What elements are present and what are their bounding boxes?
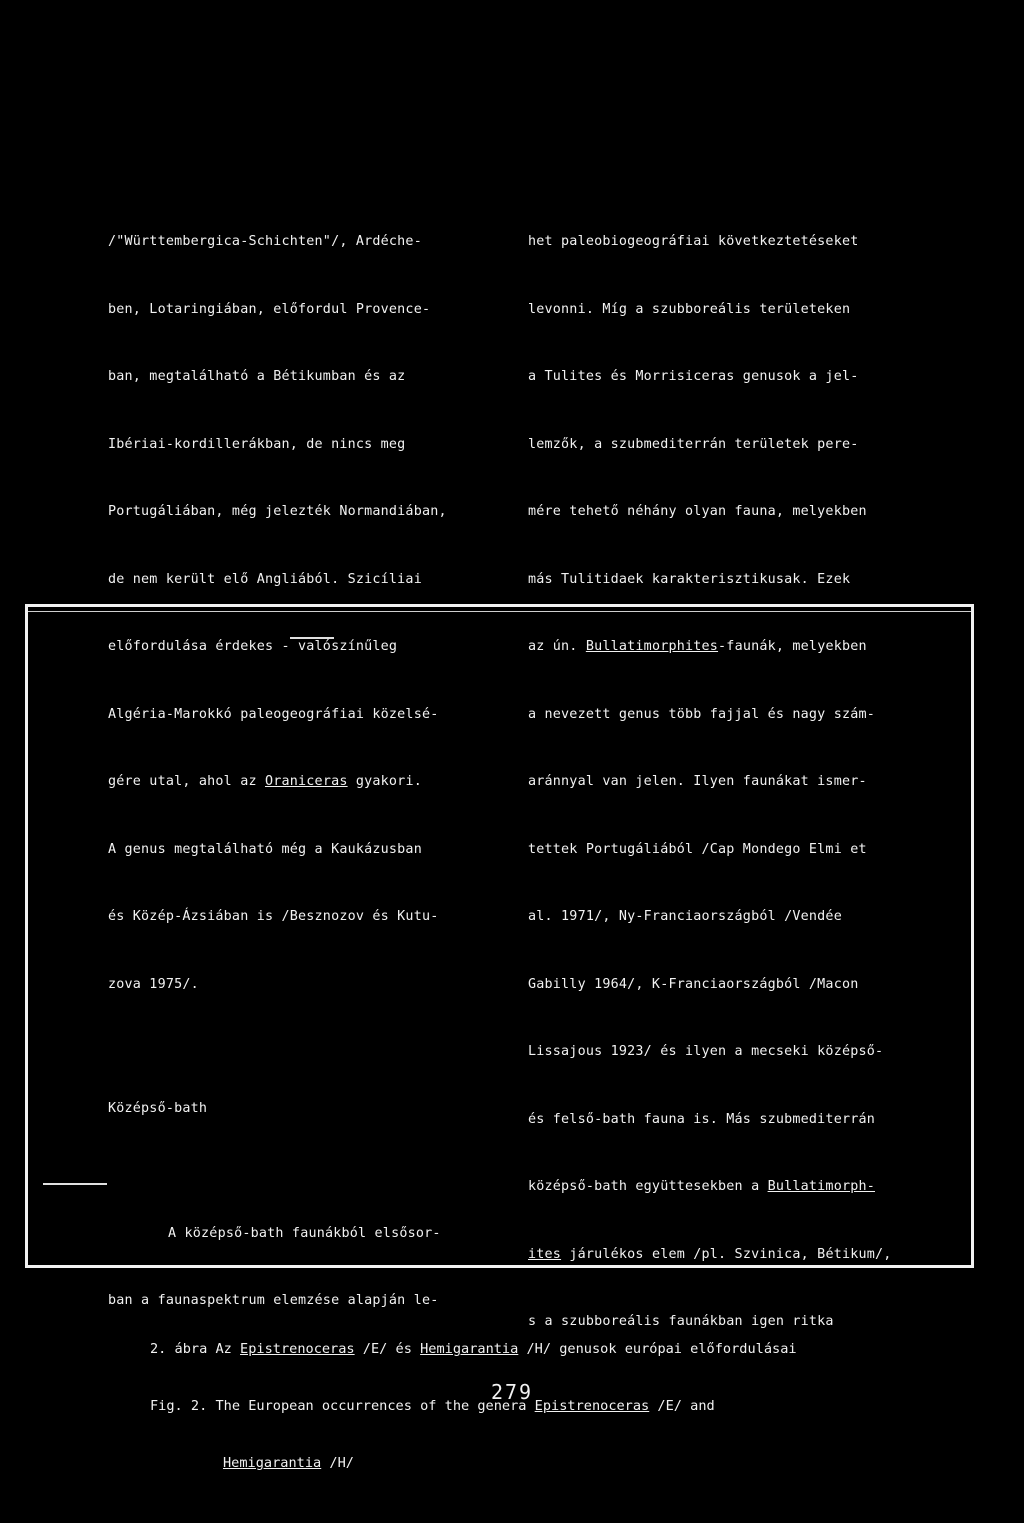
text-line: más Tulitidaek karakterisztikusak. Ezek — [528, 571, 851, 587]
text-line: s a szubboreális faunákban igen ritka — [528, 1314, 834, 1329]
genus-name: Hemigarantia — [223, 1455, 322, 1471]
caption-hungarian — [150, 1340, 797, 1359]
text-fragment: gyakori. — [347, 774, 422, 789]
text-line: Algéria-Marokkó paleogeográfiai közelsé- — [108, 706, 439, 722]
text-line: A genus megtalálható még a Kaukázusban — [108, 841, 422, 857]
genus-name: Bullatimorph- — [767, 1179, 875, 1194]
caption-fragment: /E/ and — [649, 1398, 715, 1414]
text-line: al. 1971/, Ny-Franciaországból /Vendée — [528, 909, 842, 924]
caption-fragment: /H/ — [321, 1455, 354, 1471]
text-line: A középső-bath faunákból elsősor- — [168, 1225, 441, 1241]
caption-fragment: 2. ábra Az — [150, 1341, 241, 1357]
text-fragment: az ún. — [528, 639, 586, 654]
text-line: ben, Lotaringiában, előfordul Provence- — [108, 301, 431, 317]
text-line: ban, megtalálható a Bétikumban és az — [108, 369, 406, 384]
figure-mark — [43, 1183, 107, 1185]
figure-map-frame — [25, 604, 974, 1268]
figure-mark — [290, 637, 334, 639]
genus-name: ites — [528, 1246, 562, 1262]
text-line: Ibériai-kordillerákban, de nincs meg — [108, 436, 406, 452]
text-line: előfordulása érdekes - valószínűleg — [108, 639, 398, 654]
text-line: lemzők, a szubmediterrán területek pere- — [528, 436, 859, 452]
section-heading: Középső-bath — [108, 1101, 208, 1116]
text-fragment: gére utal, ahol az — [108, 774, 265, 789]
text-line: zova 1975/. — [108, 976, 199, 992]
text-fragment: -faunák, melyekben — [718, 639, 867, 654]
text-line: aránnyal van jelen. Ilyen faunákat ismer- — [528, 774, 867, 789]
text-line: és felső-bath fauna is. Más szubmediterrán — [528, 1111, 875, 1127]
text-line: a Tulites és Morrisiceras genusok a jel- — [528, 369, 859, 384]
caption-fragment: Fig. 2. The European occurrences of the genera — [150, 1398, 535, 1414]
text-line: tettek Portugáliából /Cap Mondego Elmi et — [528, 841, 867, 857]
text-line: levonni. Míg a szubboreális területeken — [528, 301, 851, 317]
text-fragment: középső-bath együttesekben a — [528, 1179, 768, 1194]
text-line: Gabilly 1964/, K-Franciaországból /Macon — [528, 976, 859, 992]
genus-name: Oraniceras — [264, 774, 348, 789]
text-line: a nevezett genus több fajjal és nagy szám- — [528, 706, 875, 722]
text-line: de nem került elő Angliából. Szicíliai — [108, 571, 422, 587]
text-line: ban a faunaspektrum elemzése alapján le- — [108, 1293, 439, 1308]
genus-name: Hemigarantia — [420, 1341, 519, 1357]
text-line: het paleobiogeográfiai következtetéseket — [528, 234, 859, 249]
genus-name: Epistrenoceras — [240, 1341, 355, 1357]
caption-fragment: /H/ genusok európai előfordulásai — [518, 1341, 797, 1357]
genus-name: Bullatimorphites — [585, 639, 719, 654]
text-line: és Közép-Ázsiában is /Besznozov és Kutu- — [108, 909, 439, 924]
text-line: mére tehető néhány olyan fauna, melyekben — [528, 504, 867, 519]
caption-english-continued — [150, 1454, 797, 1473]
genus-name: Epistrenoceras — [534, 1398, 650, 1414]
caption-fragment: /E/ és — [354, 1341, 421, 1357]
text-fragment: járulékos elem /pl. Szvinica, Bétikum/, — [561, 1246, 892, 1262]
page-number: 279 — [490, 1380, 534, 1404]
text-line: Lissajous 1923/ és ilyen a mecseki középső- — [528, 1044, 884, 1059]
text-line: Portugáliában, még jelezték Normandiában, — [108, 504, 447, 519]
text-line: /"Württembergica-Schichten"/, Ardéche- — [108, 234, 422, 249]
